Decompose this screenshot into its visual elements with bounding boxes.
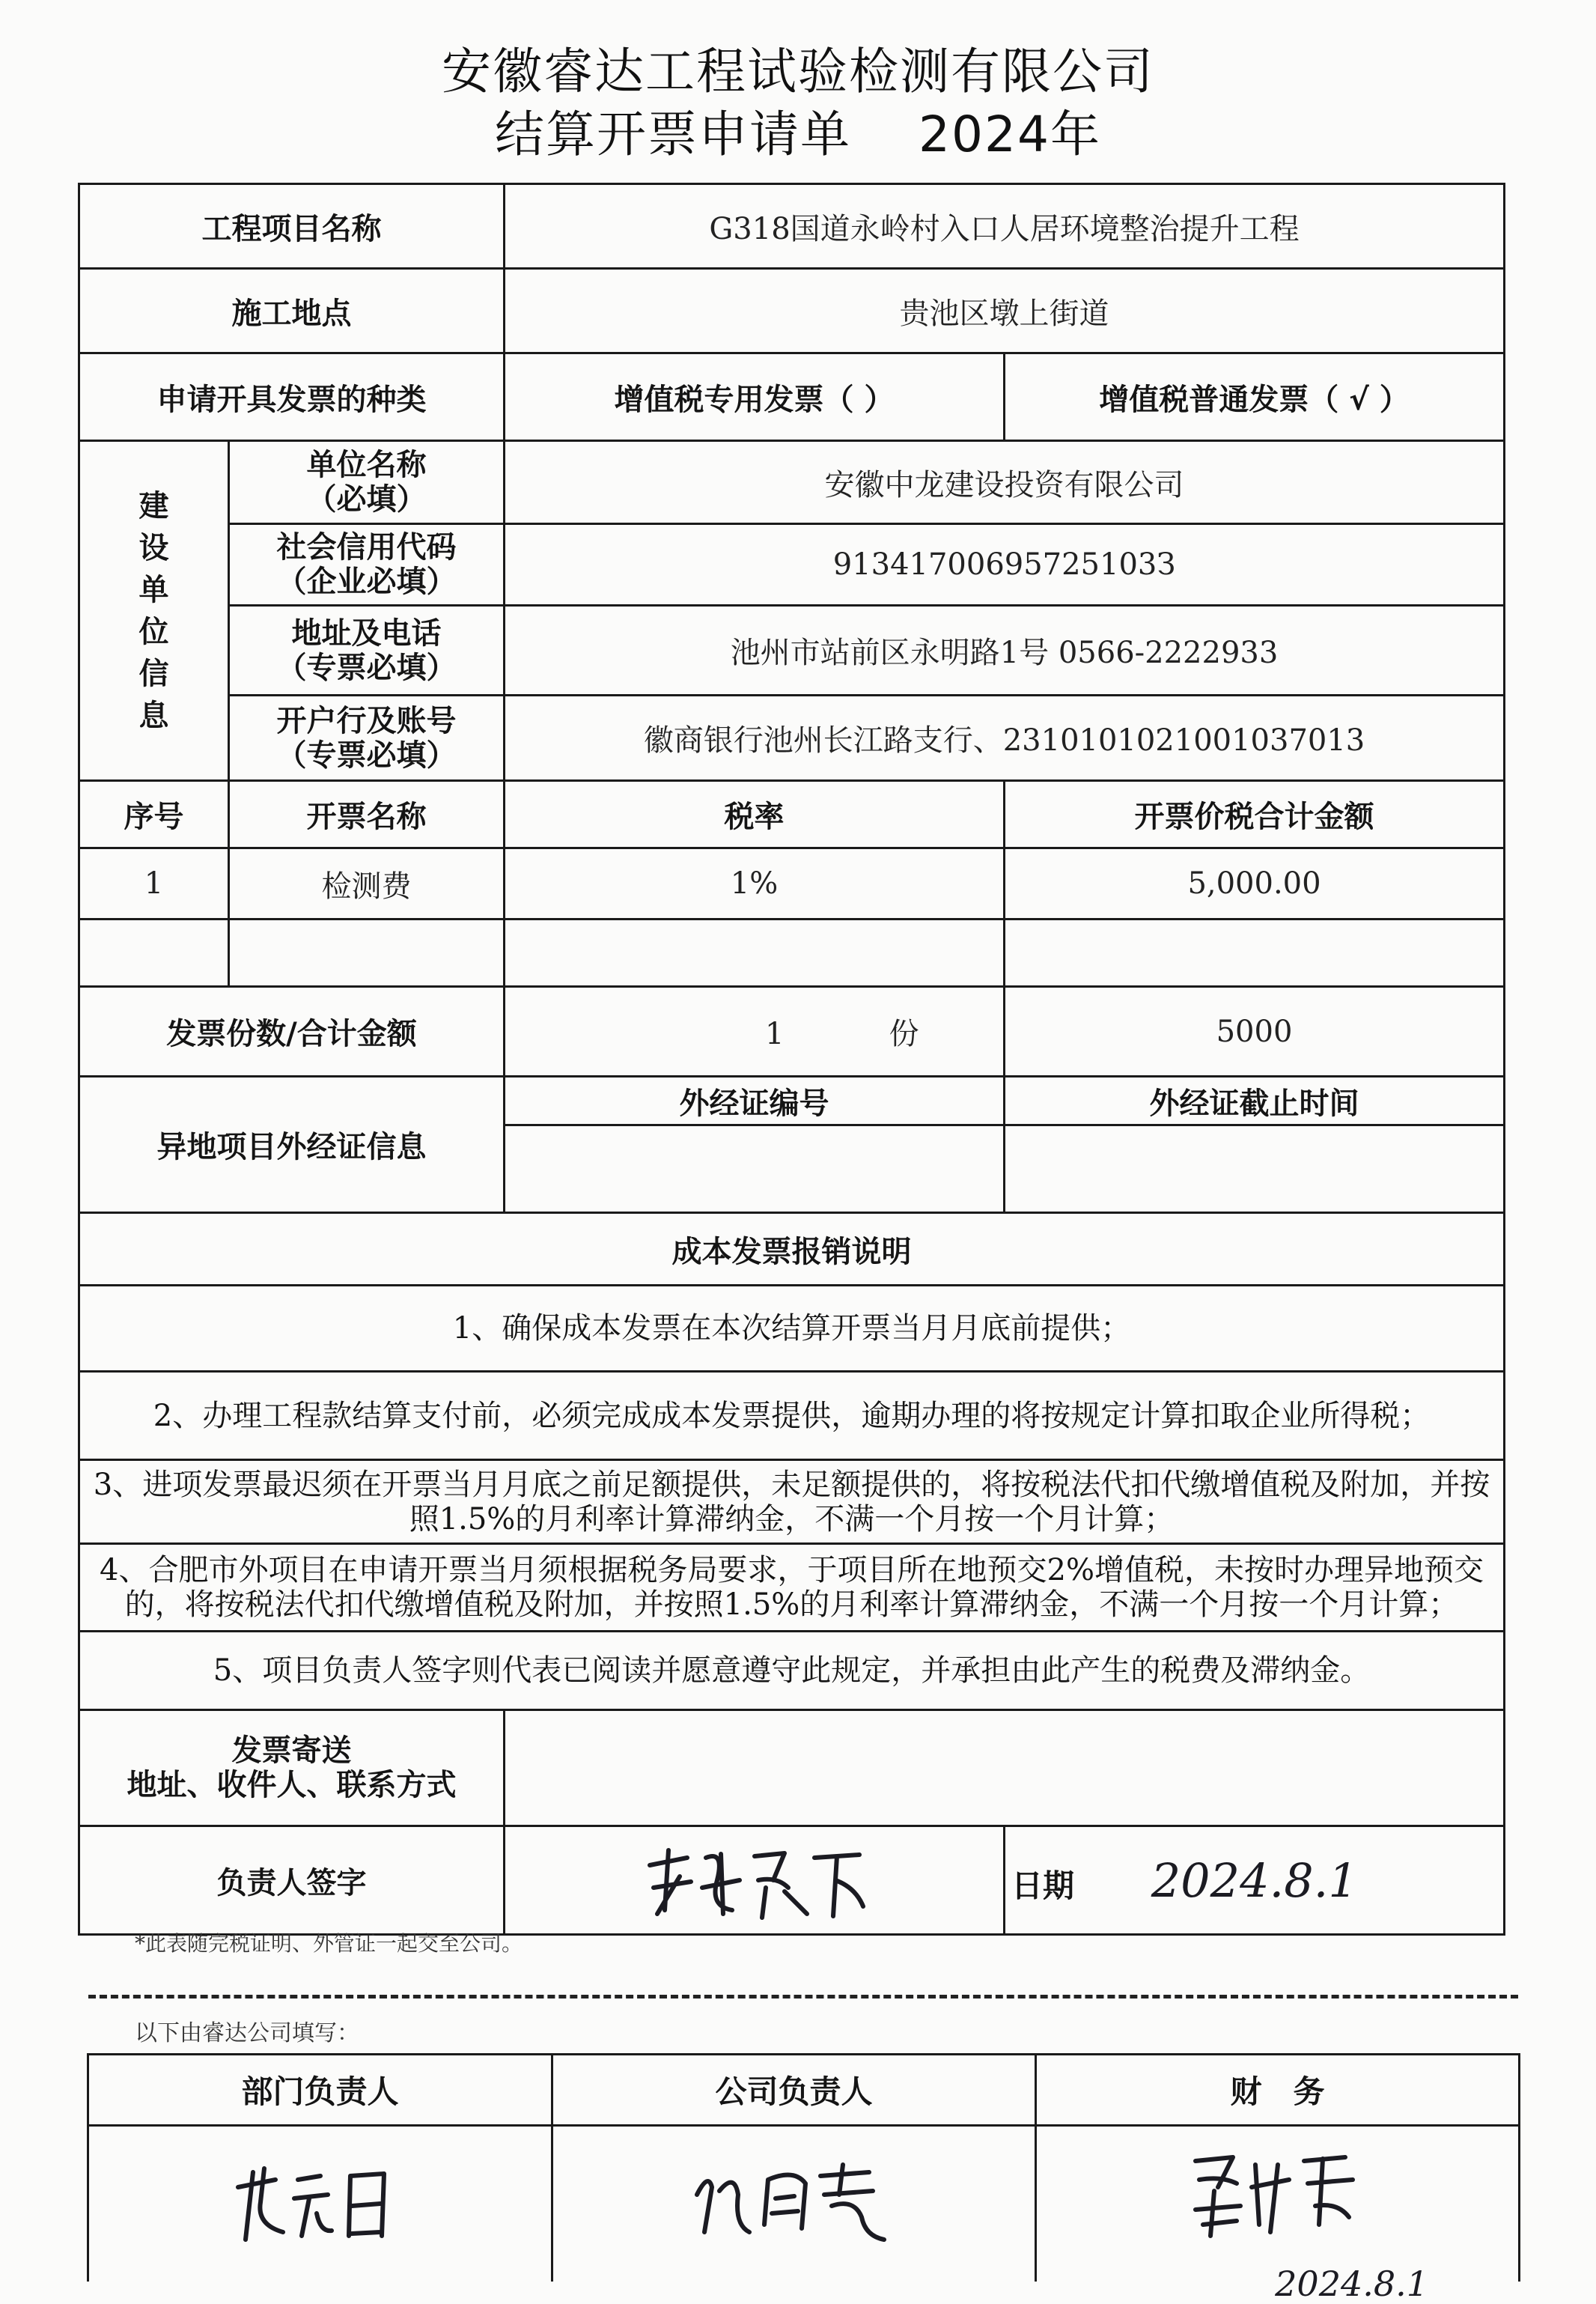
date-value: 2024.8.1 [1151,1852,1358,1908]
mailing-label [79,1710,505,1826]
note-item: 4、合肥市外项目在申请开票当月须根据税务局要求，于项目所在地预交2%增值税，未按时办理异地预交的，将按税法代扣代缴增值税及附加，并按照1.5%的月利率计算滞纳金，不满一个月按一个月计算； [79,1544,1505,1632]
invoice-count-cell[interactable] [505,987,1005,1077]
bank-label-text: 开户行及账号 [276,703,457,738]
unit-name-label-text: 单位名称 [306,448,427,482]
location-label: 施工地点 [79,269,505,353]
special-invoice-option[interactable]: 增值税专用发票（ ） [505,353,1005,441]
unit-name-label [229,441,505,524]
invoice-type-label: 申请开具发票的种类 [79,353,505,441]
row-tax-rate[interactable]: 1% [505,848,1005,920]
total-amount[interactable]: 5000 [1005,987,1505,1077]
project-name-value[interactable]: G318国道永岭村入口人居环境整治提升工程 [505,184,1505,269]
note-item: 3、进项发票最迟须在开票当月月底之前足额提供，未足额提供的，将按税法代扣代缴增值税及附加，并按照1.5%的月利率计算滞纳金，不满一个月按一个月计算； [79,1460,1505,1544]
application-form [78,183,1505,1936]
client-group-char: 息 [138,698,169,733]
col-header-seq: 序号 [79,781,229,848]
bank-label [229,696,505,781]
signer-label: 负责人签字 [79,1826,505,1935]
finance-header: 财 务 [1036,2055,1520,2126]
external-cert-deadline-value[interactable] [1005,1125,1505,1213]
company-title: 安徽睿达工程试验检测有限公司 [442,43,1154,100]
external-cert-no-value[interactable] [505,1125,1005,1213]
handwritten-signature [223,2142,418,2255]
unit-name-value[interactable]: 安徽中龙建设投资有限公司 [505,441,1505,524]
credit-code-label-text: 社会信用代码 [276,530,457,565]
note-item: 1、确保成本发票在本次结算开票当月月底前提供； [79,1286,1505,1372]
handwritten-signature [635,1835,874,1925]
external-cert-label: 异地项目外经证信息 [79,1077,505,1213]
internal-approval-table [87,2053,1520,2304]
company-head-signature-cell[interactable] [552,2126,1036,2282]
bank-value[interactable]: 徽商银行池州长江路支行、2310101021001037013 [505,696,1505,781]
address-label-text: 地址及电话 [291,615,442,651]
mailing-value[interactable] [505,1710,1505,1826]
unit-name-note: （必填） [306,482,427,517]
row-item-name[interactable]: 检测费 [229,848,505,920]
location-value[interactable]: 贵池区墩上街道 [505,269,1505,353]
handwritten-signature [674,2142,914,2255]
external-cert-deadline-label: 外经证截止时间 [1005,1077,1505,1125]
client-group-char: 位 [138,614,169,649]
address-note: （专票必填） [276,650,457,685]
row-amount[interactable] [1005,920,1505,987]
form-title [0,94,1596,165]
footnote: *此表随完税证明、外管证一起交至公司。 [135,1931,523,1956]
client-info-group-label [79,441,229,781]
table-row [79,920,1505,987]
invoice-count-unit: 份 [889,1017,919,1051]
row-seq[interactable]: 1 [79,848,229,920]
dept-head-header: 部门负责人 [88,2055,552,2126]
note-item: 2、办理工程款结算支付前，必须完成成本发票提供，逾期办理的将按规定计算扣取企业所得税； [79,1372,1505,1460]
credit-code-note: （企业必填） [276,565,457,599]
row-seq[interactable] [79,920,229,987]
mailing-label-line1: 发票寄送 [231,1733,352,1768]
row-tax-rate[interactable] [505,920,1005,987]
bank-note: （专票必填） [276,738,457,773]
lower-section-heading: 以下由睿达公司填写： [135,2020,359,2046]
client-group-char: 单 [138,572,169,607]
client-group-char: 建 [138,488,169,523]
col-header-item-name: 开票名称 [229,781,505,848]
note-item: 5、项目负责人签字则代表已阅读并愿意遵守此规定，并承担由此产生的税费及滞纳金。 [79,1632,1505,1710]
date-cell[interactable] [1005,1826,1505,1935]
notes-title: 成本发票报销说明 [79,1213,1505,1286]
ordinary-invoice-option[interactable]: 增值税普通发票（ √ ） [1005,353,1505,441]
client-group-char: 信 [138,656,169,691]
finance-signature-cell[interactable] [1036,2126,1520,2304]
mailing-label-line2: 地址、收件人、联系方式 [127,1768,457,1802]
row-item-name[interactable] [229,920,505,987]
form-year: 2024年 [919,106,1101,163]
address-value[interactable]: 池州市站前区永明路1号 0566-2222933 [505,606,1505,696]
totals-label: 发票份数/合计金额 [79,987,505,1077]
col-header-tax-rate: 税率 [505,781,1005,848]
project-name-label: 工程项目名称 [79,184,505,269]
handwritten-signature [1166,2135,1390,2247]
external-cert-no-label: 外经证编号 [505,1077,1005,1125]
signer-signature[interactable] [505,1826,1005,1935]
company-head-header: 公司负责人 [552,2055,1036,2126]
cut-line-divider [88,1995,1518,1998]
dept-head-signature-cell[interactable] [88,2126,552,2282]
table-row [79,848,1505,920]
finance-date: 2024.8.1 [1275,2264,1428,2304]
invoice-count: 1 [765,1017,785,1051]
address-label [229,606,505,696]
credit-code-label [229,524,505,606]
date-label: 日期 [1011,1867,1075,1904]
col-header-total-amount: 开票价税合计金额 [1005,781,1505,848]
form-title-text: 结算开票申请单 [495,106,852,163]
row-amount[interactable]: 5,000.00 [1005,848,1505,920]
client-group-char: 设 [138,530,169,565]
credit-code-value[interactable]: 91341700695725103З [505,524,1505,606]
